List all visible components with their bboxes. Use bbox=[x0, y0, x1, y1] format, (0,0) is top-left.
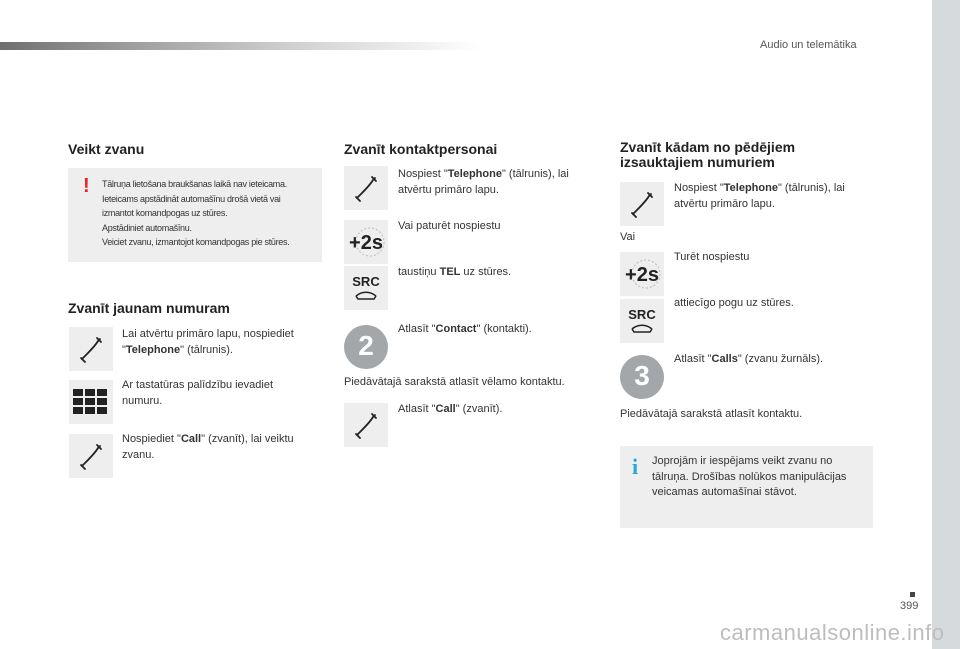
step-call: Nospiediet "Call" (zvanīt), lai veiktu zvanu. bbox=[122, 433, 294, 461]
info-icon: i bbox=[632, 454, 639, 479]
src-button-icon bbox=[620, 299, 664, 343]
step-open-telephone: Nospiest "Telephone" (tālrunis), lai atvērtu primāro lapu. bbox=[398, 168, 569, 196]
header-gradient-bar bbox=[0, 42, 480, 50]
step-steering-button: attiecīgo pogu uz stūres. bbox=[674, 297, 794, 309]
step-tel-button: taustiņu TEL uz stūres. bbox=[398, 266, 512, 278]
watermark: carmanualsonline.info bbox=[720, 620, 945, 645]
page-marker bbox=[910, 592, 915, 597]
heading-call-contact: Zvanīt kontaktpersonai bbox=[344, 141, 498, 157]
svg-text:SRC: SRC bbox=[628, 307, 656, 322]
warning-text: Tālruņa lietošana braukšanas laikā nav ieteicama. Ieteicams apstādināt automašīnu drošā vietā vai izmantot komandpogas uz stūres. Apstādiniet automašīnu. Veiciet zvanu, izmantojot komandpogas pie stūres. bbox=[102, 179, 290, 247]
phone-icon bbox=[620, 182, 664, 226]
page-section-title: Audio un telemātika bbox=[760, 39, 857, 51]
phone-icon bbox=[344, 166, 388, 210]
hold-2s-icon bbox=[344, 220, 388, 264]
step-number-badge: 3 bbox=[620, 355, 664, 399]
src-button-icon bbox=[344, 266, 388, 310]
step-select-calls: Atlasīt "Calls" (zvanu žurnāls). bbox=[674, 353, 824, 365]
phone-icon bbox=[344, 403, 388, 447]
note-select-contact: Piedāvātajā sarakstā atlasīt vēlamo kontaktu. bbox=[344, 376, 565, 388]
info-box bbox=[620, 446, 873, 528]
step-select-contact: Atlasīt "Contact" (kontakti). bbox=[398, 323, 532, 335]
svg-text:+2s: +2s bbox=[349, 232, 383, 254]
svg-text:SRC: SRC bbox=[352, 274, 380, 289]
step-number-badge: 2 bbox=[344, 325, 388, 369]
note-select-contact: Piedāvātajā sarakstā atlasīt kontaktu. bbox=[620, 408, 803, 420]
step-hold-button: Turēt nospiestu bbox=[674, 251, 750, 263]
info-text: Joprojām ir iespējams veikt zvanu no tālruņa. Drošības nolūkos manipulācijas veicamas automašīnai stāvot. bbox=[652, 455, 847, 498]
page-number: 399 bbox=[900, 600, 919, 612]
heading-make-call: Veikt zvanu bbox=[68, 141, 145, 157]
step-hold-button: Vai paturēt nospiestu bbox=[398, 220, 501, 232]
warning-icon: ! bbox=[83, 175, 90, 197]
heading-new-number: Zvanīt jaunam numuram bbox=[68, 300, 230, 316]
warning-box bbox=[68, 168, 322, 262]
step-open-telephone: Lai atvērtu primāro lapu, nospiediet "Telephone" (tālrunis). bbox=[122, 328, 294, 356]
phone-icon bbox=[69, 327, 113, 371]
side-strip bbox=[932, 0, 960, 649]
or-label: Vai bbox=[620, 231, 636, 243]
step-enter-number: Ar tastatūras palīdzību ievadiet numuru. bbox=[122, 379, 274, 407]
hold-2s-icon bbox=[620, 252, 664, 296]
phone-icon bbox=[69, 434, 113, 478]
keypad-icon bbox=[69, 380, 113, 424]
step-open-telephone: Nospiest "Telephone" (tālrunis), lai atvērtu primāro lapu. bbox=[674, 182, 845, 210]
svg-text:+2s: +2s bbox=[625, 264, 659, 286]
heading-recent-numbers: Zvanīt kādam no pēdējiem izsauktajiem numuriem bbox=[620, 139, 796, 170]
step-call: Atlasīt "Call" (zvanīt). bbox=[398, 403, 503, 415]
